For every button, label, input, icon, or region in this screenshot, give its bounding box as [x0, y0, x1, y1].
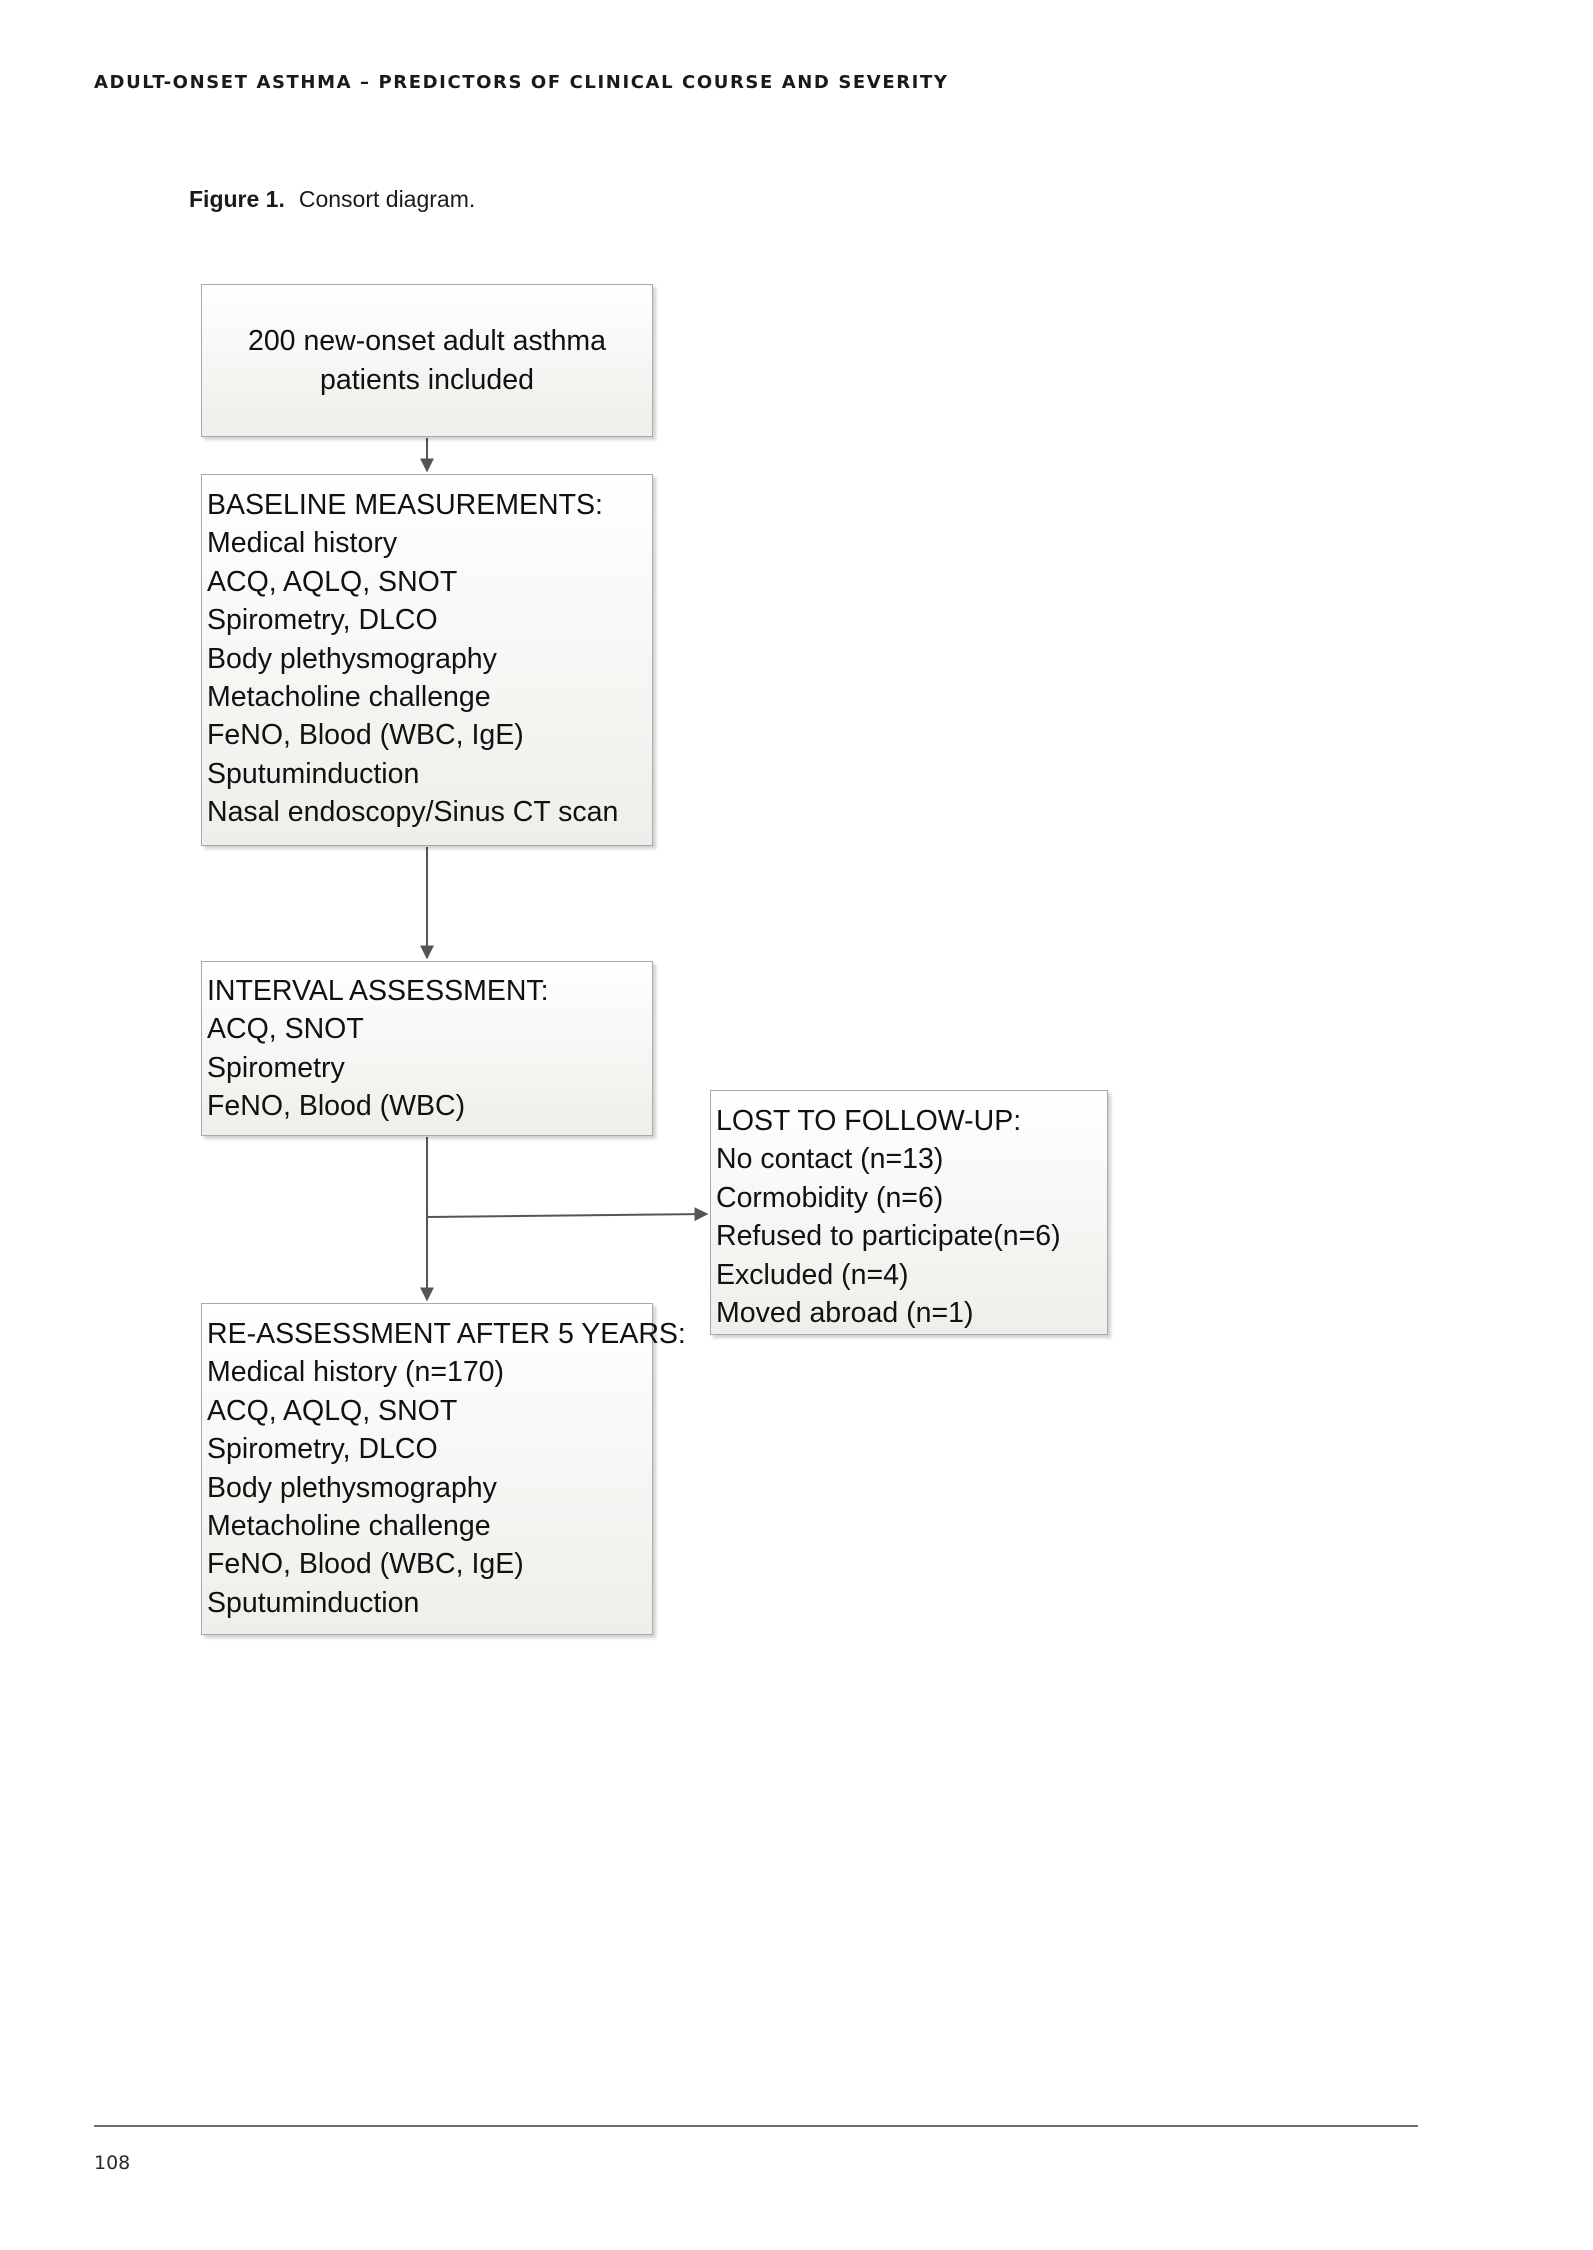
- lost-heading: LOST TO FOLLOW-UP:: [716, 1105, 1022, 1137]
- page-number: 108: [94, 2152, 131, 2174]
- baseline-heading: BASELINE MEASUREMENTS:: [207, 489, 603, 521]
- lost-item: Cormobidity (n=6): [716, 1181, 944, 1214]
- baseline-item: Sputuminduction: [207, 757, 420, 790]
- interval-item: ACQ, SNOT: [207, 1013, 364, 1046]
- interval-item: Spirometry: [207, 1051, 345, 1084]
- baseline-box: [201, 474, 653, 846]
- baseline-item: Spirometry, DLCO: [207, 604, 438, 637]
- running-head: ADULT-ONSET ASTHMA – PREDICTORS OF CLINICAL COURSE AND SEVERITY: [94, 72, 949, 93]
- baseline-item: Metacholine challenge: [207, 681, 491, 714]
- reassessment-item: Metacholine challenge: [207, 1510, 491, 1543]
- interval-heading: INTERVAL ASSESSMENT:: [207, 975, 549, 1007]
- baseline-item: Medical history: [207, 527, 398, 560]
- lost-to-follow-up-box: [710, 1090, 1108, 1335]
- interval-box: [201, 961, 653, 1136]
- lost-item: Refused to participate(n=6): [716, 1220, 1061, 1253]
- footer-divider: [94, 2125, 1418, 2127]
- reassessment-item: Spirometry, DLCO: [207, 1433, 438, 1466]
- figure-caption-text: Consort diagram.: [298, 186, 476, 212]
- lost-item: No contact (n=13): [716, 1143, 944, 1176]
- reassessment-heading: RE-ASSESSMENT AFTER 5 YEARS:: [207, 1318, 686, 1350]
- reassessment-box: [201, 1303, 686, 1635]
- baseline-item: Nasal endoscopy/Sinus CT scan: [207, 796, 619, 829]
- enrollment-line-2: patients included: [320, 363, 534, 396]
- baseline-item: ACQ, AQLQ, SNOT: [207, 565, 458, 598]
- enrollment-line-1: 200 new-onset adult asthma: [247, 325, 607, 358]
- reassessment-item: Sputuminduction: [207, 1586, 420, 1619]
- lost-item: Moved abroad (n=1): [716, 1297, 974, 1330]
- reassessment-item: Body plethysmography: [207, 1471, 497, 1504]
- interval-item: FeNO, Blood (WBC): [207, 1090, 466, 1123]
- baseline-item: FeNO, Blood (WBC, IgE): [207, 719, 524, 752]
- baseline-item: Body plethysmography: [207, 642, 497, 675]
- lost-item: Excluded (n=4): [716, 1258, 909, 1291]
- reassessment-item: Medical history (n=170): [207, 1356, 505, 1389]
- enrollment-box: [201, 284, 653, 437]
- figure-label: Figure 1.: [189, 186, 285, 212]
- reassessment-item: ACQ, AQLQ, SNOT: [207, 1394, 458, 1427]
- reassessment-item: FeNO, Blood (WBC, IgE): [207, 1548, 524, 1581]
- arrow-to-lost-to-follow-up: [427, 1214, 707, 1217]
